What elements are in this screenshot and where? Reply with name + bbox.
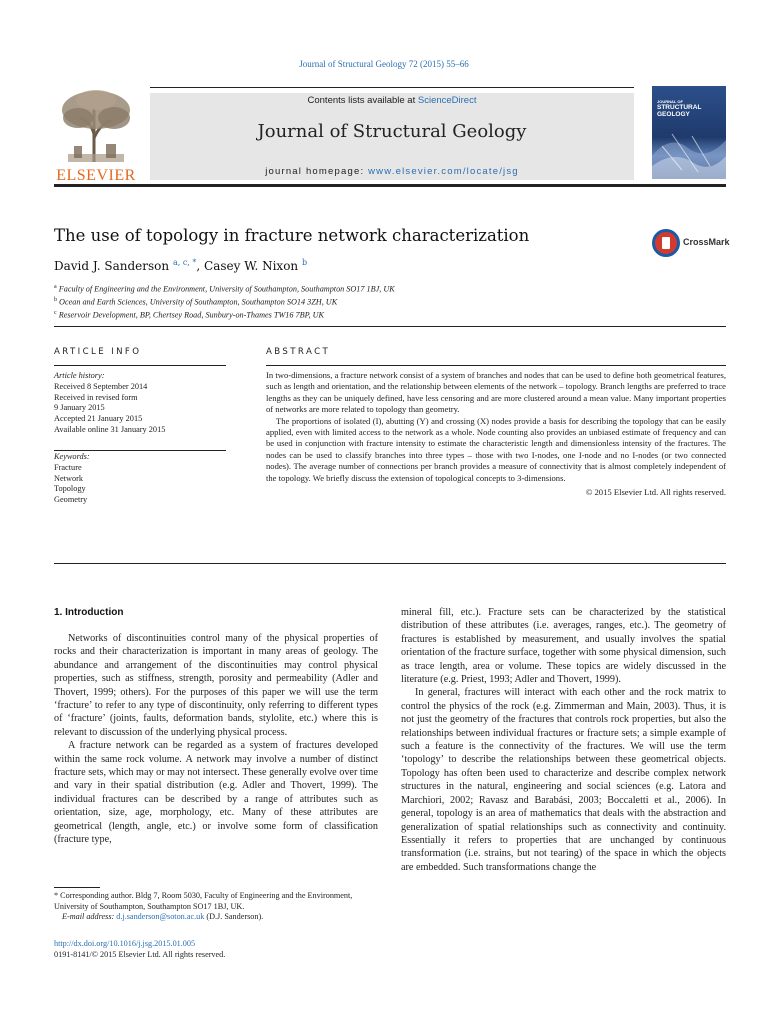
body-paragraph: mineral fill, etc.). Fracture sets can be characterized by the statistical distribution of these attributes (i.e. averages, ranges, etc.). The geometry of fractures is established by measurement, and usually involves the spatial orientation of the fracture surface, together with some physical dimension, such as trace length, area or volume. These topics are widely discussed in the literature (e.g. Priest, 1993; Adler and Thovert, 1999). — [401, 607, 726, 686]
sciencedirect-link[interactable]: ScienceDirect — [417, 95, 477, 106]
body-column-left — [54, 632, 378, 847]
keyword-item: Geometry — [54, 495, 88, 505]
issn-line: 0191-8141/© 2015 Elsevier Ltd. All rights reserved. — [54, 949, 226, 959]
journal-masthead — [150, 93, 634, 180]
abstract-copyright: © 2015 Elsevier Ltd. All rights reserved. — [585, 487, 726, 498]
homepage-prefix: journal homepage: — [265, 166, 369, 177]
author-list: David J. Sanderson $^{a, c, *}$, Casey W. Nixon $^b$ — [54, 258, 308, 273]
abstract-body — [266, 370, 726, 498]
journal-name[interactable]: Journal of Structural Geology — [257, 121, 527, 142]
doi-link[interactable]: http://dx.doi.org/10.1016/j.jsg.2015.01.005 — [54, 939, 196, 948]
history-item: 9 January 2015 — [54, 403, 105, 413]
body-paragraph: A fracture network can be regarded as a system of fractures developed within the same rock volume. A network may involve a number of distinct fracture sets, which may or may not intersect. These generally evolve over time and vary in their spatial distribution (e.g. Adler and Thovert, 1999). The individual fractures can be described by a range of attributes such as orientation, size, age, morphology, etc. Many of these attributes are geometrical (length, angle, etc.) or involve some form of classification (fracture type, — [54, 740, 378, 846]
homepage-line — [150, 166, 634, 177]
keyword-item: Topology — [54, 484, 86, 494]
affiliation-item: $^b$ Ocean and Earth Sciences, University of Southampton, Southampton SO14 3ZH, UK — [54, 297, 338, 307]
author-name[interactable]: David J. Sanderson — [54, 259, 170, 273]
abstract-paragraph: In two-dimensions, a fracture network consist of a system of branches and nodes that can be used to define both geometrical features, such as length and orientation, and the relationship between elements of the network – topology. Branch lengths are preferred to trace lengths as they can be uniquely defined, have less censoring and are more clustered around a mean value. Many important properties of networks are more related to topology than geometry. — [266, 370, 726, 415]
section-heading: 1. Introduction — [54, 607, 124, 618]
article-info-heading: ARTICLE INFO — [54, 347, 142, 357]
author-affiliation-marks[interactable]: b — [301, 258, 308, 267]
cover-title-line-1: JOURNAL OF — [657, 99, 683, 104]
keywords — [54, 452, 226, 506]
affiliation-item: $^a$ Faculty of Engineering and the Environment, University of Southampton, Southampton SO17 1BJ, UK — [54, 284, 395, 294]
contents-line — [150, 95, 634, 106]
abstract-rule — [266, 365, 726, 366]
keyword-item: Fracture — [54, 462, 82, 472]
abstract-heading: ABSTRACT — [266, 347, 331, 357]
footnote-email-line — [54, 912, 378, 923]
crossmark-icon — [652, 229, 680, 257]
footnote-rule — [54, 887, 100, 888]
author-affiliation-marks[interactable]: a, c, * — [172, 258, 197, 267]
corresponding-author-footnote — [54, 891, 378, 923]
article-history — [54, 371, 226, 436]
history-item: Available online 31 January 2015 — [54, 424, 166, 434]
keywords-label: Keywords: — [54, 452, 90, 461]
contents-prefix: Contents lists available at — [307, 95, 418, 106]
article-title: The use of topology in fracture network characterization — [54, 226, 530, 245]
footnote-text: * Corresponding author. Bldg 7, Room 5030, Faculty of Engineering and the Environment, University of Southampton, Southampton SO17 1BJ, UK. — [54, 891, 353, 911]
journal-citation[interactable]: Journal of Structural Geology 72 (2015) 55–66 — [299, 59, 469, 69]
elsevier-tree-icon — [54, 88, 138, 164]
affiliation-item: $^c$ Reservoir Development, BP, Chertsey Road, Sunbury-on-Thames TW16 7BP, UK — [54, 310, 325, 320]
history-item: Received in revised form — [54, 392, 138, 402]
history-item: Accepted 21 January 2015 — [54, 414, 143, 424]
keywords-rule — [54, 450, 226, 451]
article-info-rule — [54, 365, 226, 366]
keyword-item: Network — [54, 473, 84, 483]
body-paragraph: Networks of discontinuities control many of the physical properties of rocks and their characterization is important in many areas of geology. The abundance and arrangement of the discontinuities may control physical properties, such as stiffness, strength, porosity and permeability (Adler and Thovert, 1999; others). For the purposes of this paper we will use the term ‘fracture’ to refer to any type of discontinuity, only referring to different types of ‘fracture’ (joints, faults, deformation bands, stylolite, etc.) where this is relevant to discussion of the underlying physical process. — [54, 633, 378, 738]
header-bottom-rule — [54, 184, 726, 187]
crossmark-label: CrossMark — [683, 237, 730, 247]
elsevier-wordmark: ELSEVIER — [56, 167, 136, 184]
header-top-rule — [150, 87, 634, 88]
email-owner: (D.J. Sanderson). — [204, 912, 264, 922]
body-column-right — [401, 606, 726, 874]
elsevier-logo[interactable] — [54, 88, 138, 184]
cover-artwork-icon — [652, 126, 726, 179]
author-name[interactable]: Casey W. Nixon — [204, 259, 299, 273]
homepage-link[interactable]: www.elsevier.com/locate/jsg — [368, 166, 519, 177]
history-label: Article history: — [54, 371, 105, 380]
journal-cover-image[interactable] — [652, 86, 726, 179]
cover-title-line-3: GEOLOGY — [657, 111, 690, 118]
doi-block — [54, 939, 225, 960]
crossmark-button[interactable] — [652, 229, 730, 259]
body-paragraph: In general, fractures will interact with each other and the rock matrix to control the physics of the rock (e.g. Zimmerman and Main, 2003). Thus, it is not just the geometry of the fractures that controls rock properties, but also the relationships between individual fractures or fracture sets; a simple example of such a feature is the connectivity of the fractures. We will use the term ‘topology’ to describe the relationships between these geometrical objects. Topology has often been used to characterize and describe complex network structures in the natural, engineering and social sciences (e.g. Latora and Marchiori, 2002; Ravasz and Barabási, 2003; Boccaletti et al., 2006). In general, topology is an area of mathematics that deals with the abstraction and generalization of spatial relationships such as connectivity and continuity. Essentially it refers to properties that are unchanged by continuous transformation (i.e. strains, but not tearing) of the space in which the objects are embedded. Such transformations change the — [401, 687, 726, 873]
cover-title-line-2: STRUCTURAL — [657, 104, 702, 111]
abstract-bottom-rule — [54, 563, 726, 564]
history-item: Received 8 September 2014 — [54, 381, 148, 391]
cover-title — [657, 99, 701, 118]
author-email-link[interactable]: d.j.sanderson@soton.ac.uk — [116, 912, 205, 922]
info-top-rule — [54, 326, 726, 327]
email-label: E-mail address: — [62, 912, 117, 922]
abstract-paragraph: The proportions of isolated (I), abutting (Y) and crossing (X) nodes provide a basis for describing the topology that can be easily applied, even with limited access to the network as a whole. Node counting also provides an unbiased estimate of frequency and can be used in conjunction with fracture intensity to estimate the characteristic length and dimensionless intensity of the fractures. The nodes can be used to classify branches into three types – those with two I-nodes, one I-node and no I-nodes (or two connected nodes). The average number of connections per branch provides a measure of connectivity that is almost completely independent of the topology. We briefly discuss the extension of topological concepts to 3-dimensions. — [266, 415, 726, 483]
affiliations — [54, 282, 395, 321]
